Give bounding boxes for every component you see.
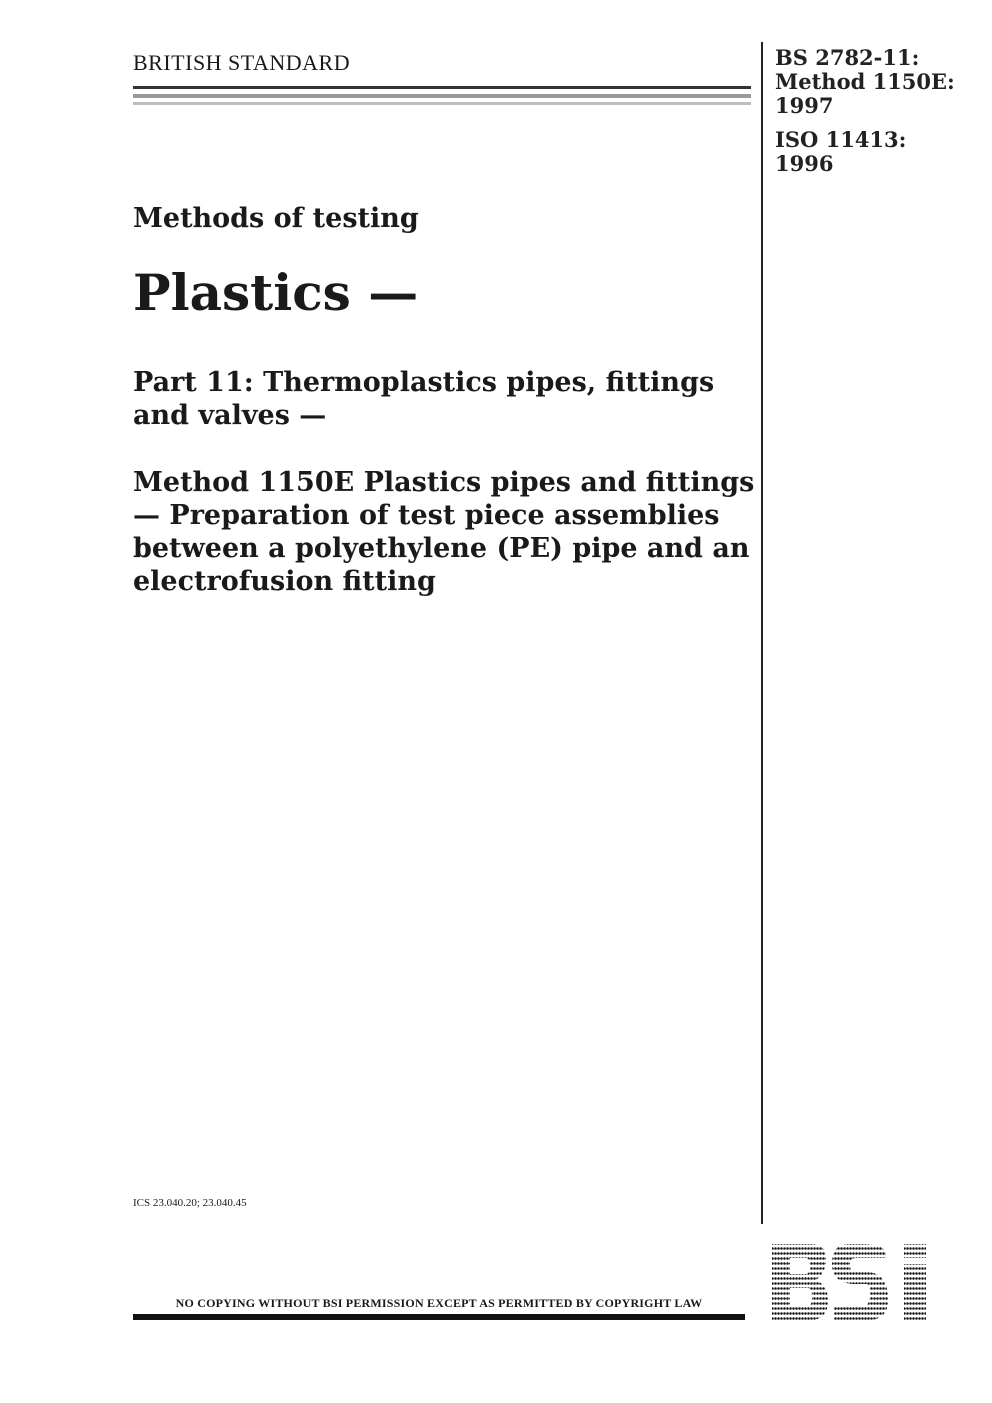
header-rule-dark (133, 86, 751, 89)
header-rule-mid (133, 94, 751, 98)
footer-rule (133, 1314, 745, 1320)
ics-classification: ICS 23.040.20; 23.040.45 (133, 1197, 247, 1209)
vertical-divider (761, 42, 763, 1224)
bsi-logo-graphic (768, 1242, 944, 1322)
method-title: Method 1150E Plastics pipes and fittings — Preparation of test piece assemblies between a polyethylene (PE) pipe and an electrofusion fitting (133, 467, 755, 597)
part-title: Part 11: Thermoplastics pipes, fittings and valves — (133, 367, 715, 431)
copyright-notice: NO COPYING WITHOUT BSI PERMISSION EXCEPT AS PERMITTED BY COPYRIGHT LAW (175, 1296, 703, 1310)
header-label: BRITISH STANDARD (133, 50, 351, 75)
iso-reference: ISO 11413: 1996 (775, 127, 907, 176)
bs-reference: BS 2782-11: Method 1150E: 1997 (775, 45, 955, 118)
main-title: Plastics — (133, 263, 419, 322)
methods-heading: Methods of testing (133, 203, 419, 234)
bsi-logo (768, 1242, 944, 1322)
header-rule-light (133, 102, 751, 105)
